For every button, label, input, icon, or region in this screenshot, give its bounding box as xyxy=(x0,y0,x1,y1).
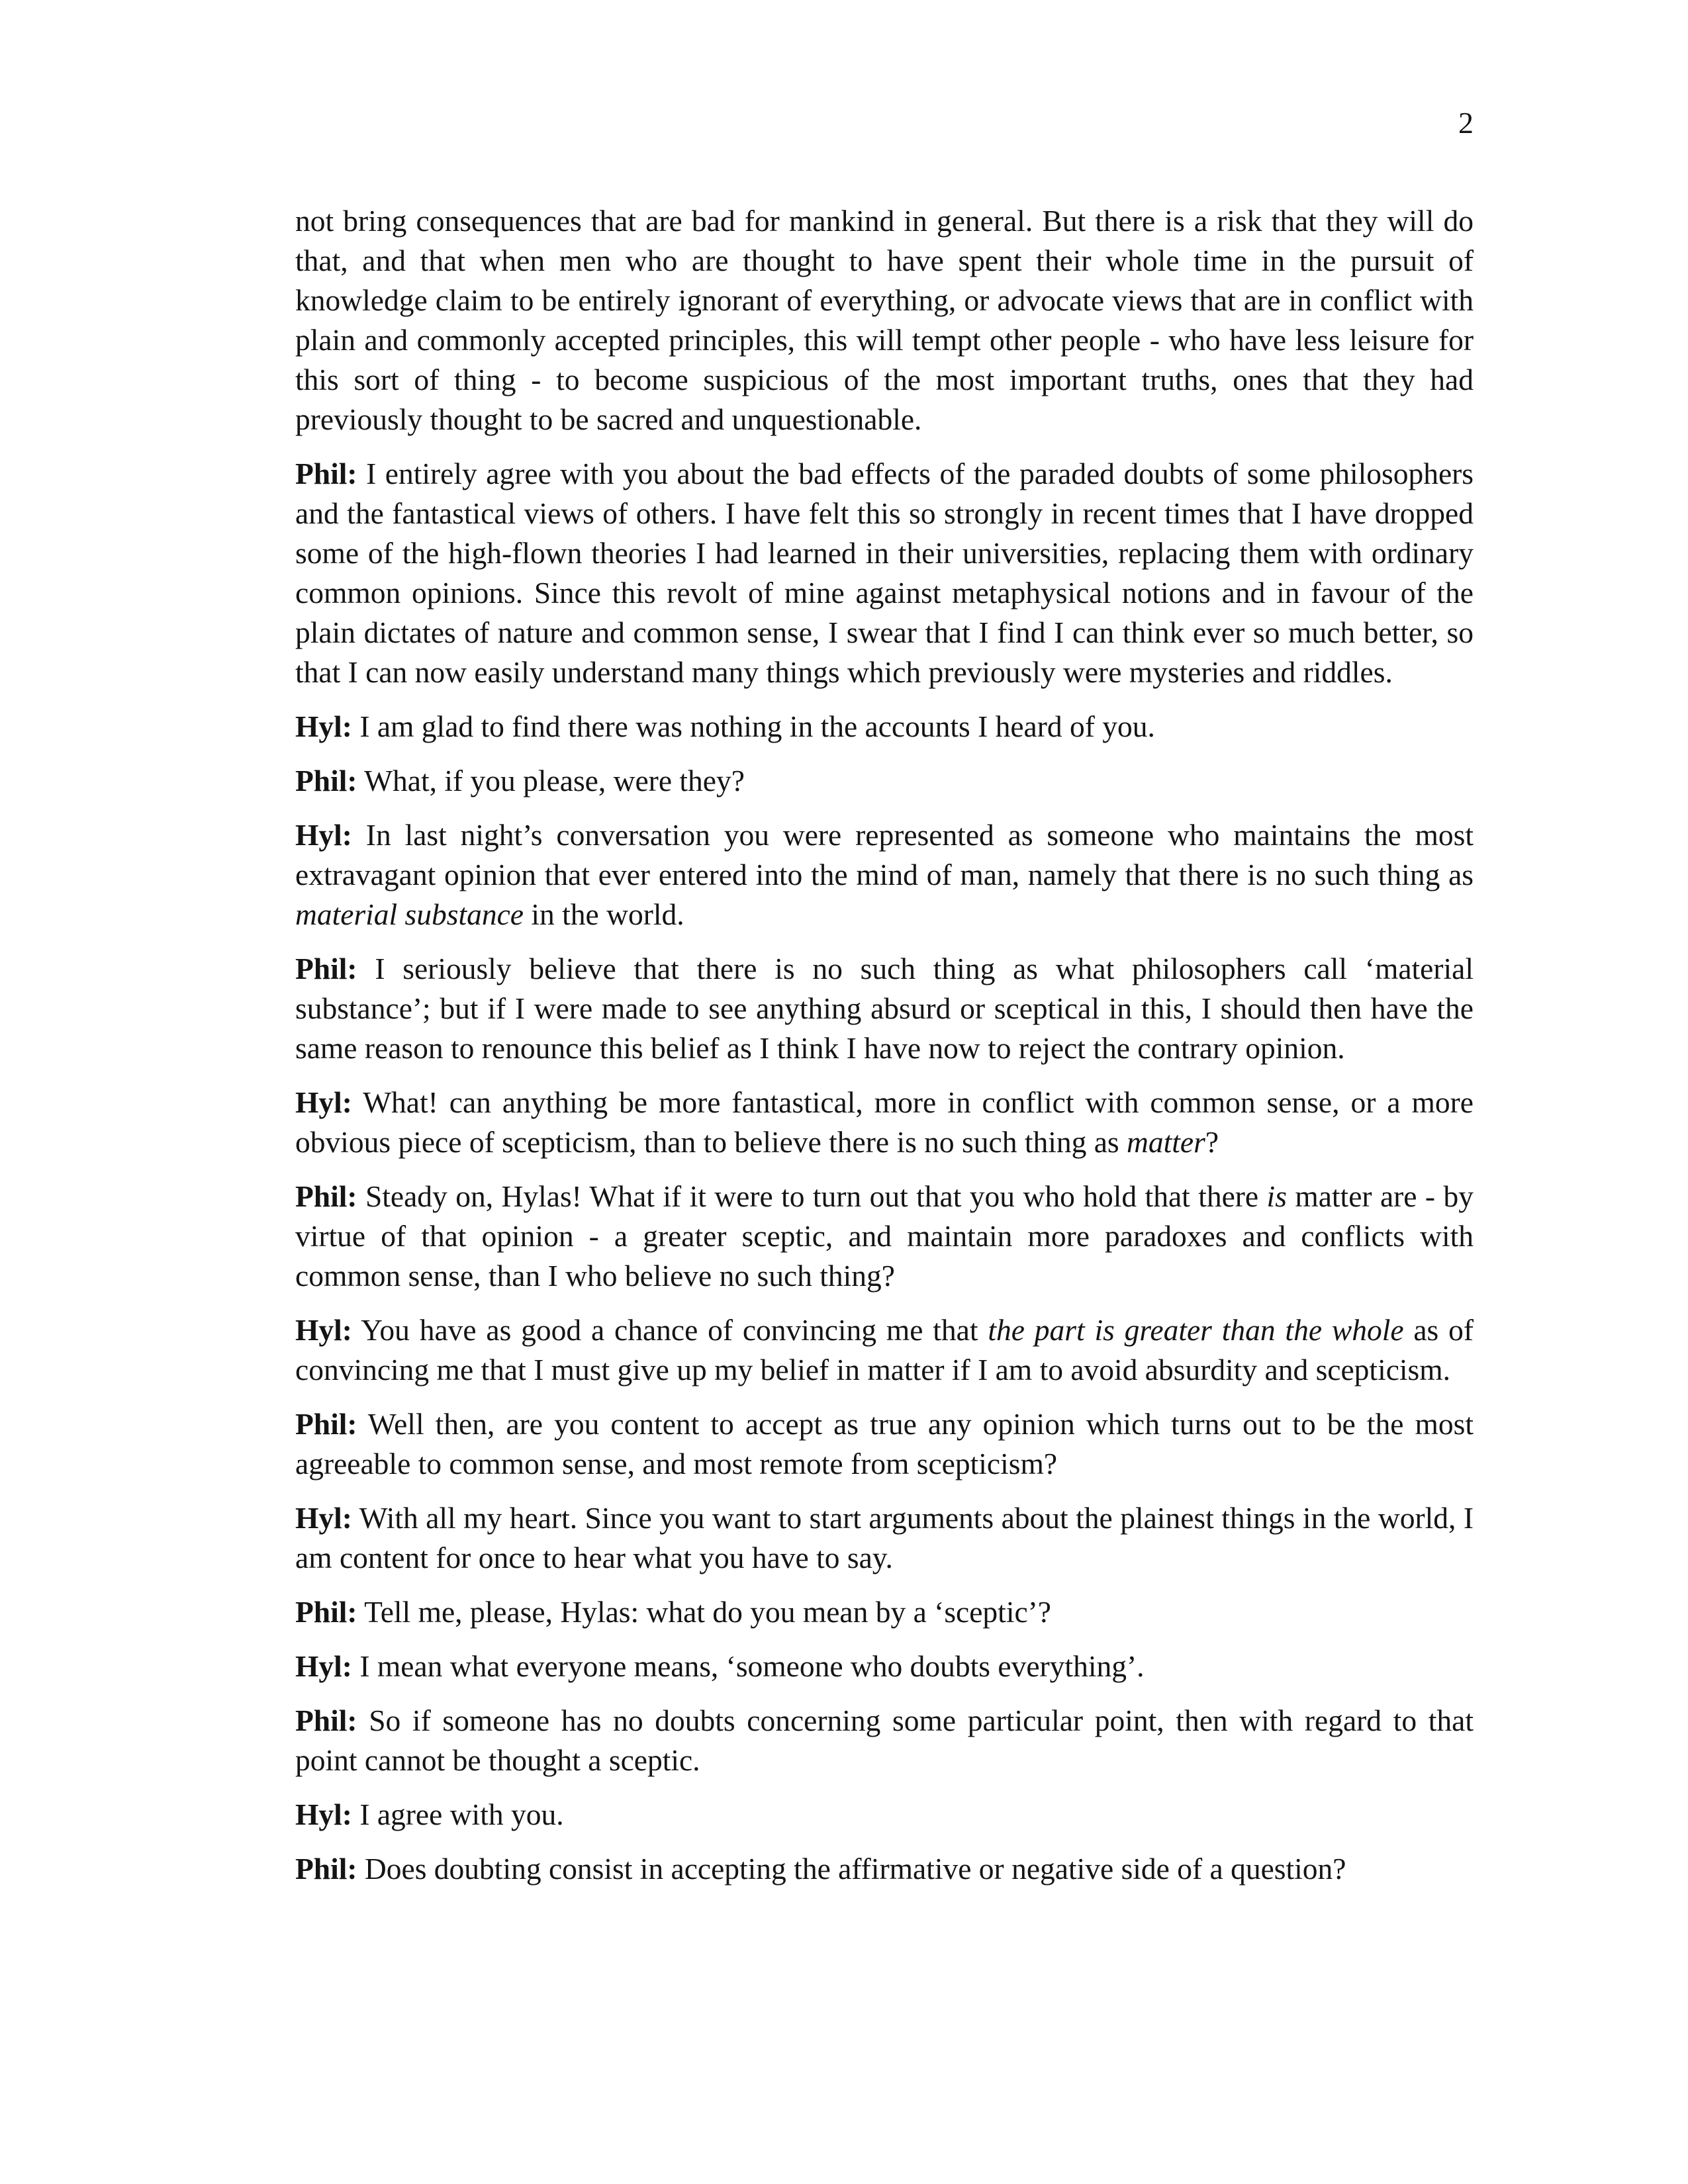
paragraph-10 xyxy=(295,1404,1474,1484)
emphasis-text: material substance xyxy=(295,897,524,931)
paragraph-6 xyxy=(295,949,1474,1068)
paragraph-text: I agree with you. xyxy=(352,1797,564,1831)
paragraph-text: Well then, are you content to accept as true any opinion which turns out to be the most agreeable to common sense, and most remote from scepticism? xyxy=(295,1407,1474,1480)
paragraph-14 xyxy=(295,1701,1474,1780)
paragraph-text: Does doubting consist in accepting the affirmative or negative side of a question? xyxy=(357,1852,1346,1886)
speaker-label: Phil: xyxy=(295,1407,357,1441)
paragraph-13 xyxy=(295,1647,1474,1686)
paragraph-text: in the world. xyxy=(524,897,684,931)
paragraph-text: I seriously believe that there is no such thing as what philosophers call ‘material substance’; but if I were made to see anything absurd or sceptical in this, I should then have the same reason to renounce this belief as I think I have now to reject the contrary opinion. xyxy=(295,952,1474,1065)
paragraph-text: Steady on, Hylas! What if it were to turn out that you who hold that there xyxy=(357,1179,1267,1213)
page-number: 2 xyxy=(1458,106,1474,140)
speaker-label: Hyl: xyxy=(295,1797,352,1831)
speaker-label: Phil: xyxy=(295,1704,357,1737)
paragraph-16 xyxy=(295,1849,1474,1889)
emphasis-text: is xyxy=(1266,1179,1287,1213)
paragraph-text: So if someone has no doubts concerning some particular point, then with regard to that point cannot be thought a sceptic. xyxy=(295,1704,1474,1777)
speaker-label: Hyl: xyxy=(295,1501,352,1535)
speaker-label: Phil: xyxy=(295,952,357,985)
speaker-label: Phil: xyxy=(295,1852,357,1886)
paragraph-text: not bring consequences that are bad for mankind in general. But there is a risk that they will do that, and that when men who are thought to have spent their whole time in the pursuit of knowledge claim to be entirely ignorant of everything, or advocate views that are in conflict with plain and commonly accepted principles, this will tempt other people - who have less leisure for this sort of thing - to become suspicious of the most important truths, ones that they had previously thought to be sacred and unquestionable. xyxy=(295,204,1474,436)
speaker-label: Phil: xyxy=(295,1179,357,1213)
speaker-label: Hyl: xyxy=(295,709,352,743)
emphasis-text: matter xyxy=(1127,1125,1205,1159)
paragraph-12 xyxy=(295,1592,1474,1632)
paragraph-7 xyxy=(295,1083,1474,1162)
paragraph-text: What! can anything be more fantastical, more in conflict with common sense, or a more obvious piece of scepticism, than to believe there is no such thing as xyxy=(295,1085,1474,1159)
paragraph-3 xyxy=(295,707,1474,747)
speaker-label: Hyl: xyxy=(295,1085,352,1119)
speaker-label: Phil: xyxy=(295,457,357,490)
paragraph-text: I am glad to find there was nothing in the accounts I heard of you. xyxy=(352,709,1155,743)
dialogue-text xyxy=(295,201,1474,1903)
paragraph-15 xyxy=(295,1795,1474,1835)
paragraph-text: as of convincing me that I must give up my belief in matter if I am to avoid absurdity and scepticism. xyxy=(295,1313,1474,1387)
paragraph-8 xyxy=(295,1177,1474,1296)
paragraph-text: What, if you please, were they? xyxy=(357,764,745,797)
speaker-label: Hyl: xyxy=(295,818,352,852)
paragraph-text: You have as good a chance of convincing me that xyxy=(352,1313,988,1347)
emphasis-text: the part is greater than the whole xyxy=(988,1313,1404,1347)
paragraph-1 xyxy=(295,201,1474,439)
speaker-label: Phil: xyxy=(295,764,357,797)
paragraph-text: In last night’s conversation you were represented as someone who maintains the most extravagant opinion that ever entered into the mind of man, namely that there is no such thing as xyxy=(295,818,1474,891)
paragraph-text: ? xyxy=(1205,1125,1219,1159)
paragraph-11 xyxy=(295,1498,1474,1578)
paragraph-2 xyxy=(295,454,1474,692)
paragraph-5 xyxy=(295,815,1474,934)
paragraph-text: matter are - by virtue of that opinion - a greater sceptic, and maintain more paradoxes and conflicts with common sense, than I who believe no such thing? xyxy=(295,1179,1474,1293)
paragraph-text: I entirely agree with you about the bad effects of the paraded doubts of some philosophers and the fantastical views of others. I have felt this so strongly in recent times that I have dropped some of the high-flown theories I had learned in their universities, replacing them with ordinary common opinions. Since this revolt of mine against metaphysical notions and in favour of the plain dictates of nature and common sense, I swear that I find I can think ever so much better, so that I can now easily understand many things which previously were mysteries and riddles. xyxy=(295,457,1474,689)
speaker-label: Hyl: xyxy=(295,1313,352,1347)
paragraph-text: Tell me, please, Hylas: what do you mean by a ‘sceptic’? xyxy=(357,1595,1052,1629)
speaker-label: Hyl: xyxy=(295,1649,352,1683)
paragraph-9 xyxy=(295,1310,1474,1390)
speaker-label: Phil: xyxy=(295,1595,357,1629)
paragraph-4 xyxy=(295,761,1474,801)
paragraph-text: With all my heart. Since you want to start arguments about the plainest things in the world, I am content for once to hear what you have to say. xyxy=(295,1501,1474,1574)
paragraph-text: I mean what everyone means, ‘someone who doubts everything’. xyxy=(352,1649,1145,1683)
